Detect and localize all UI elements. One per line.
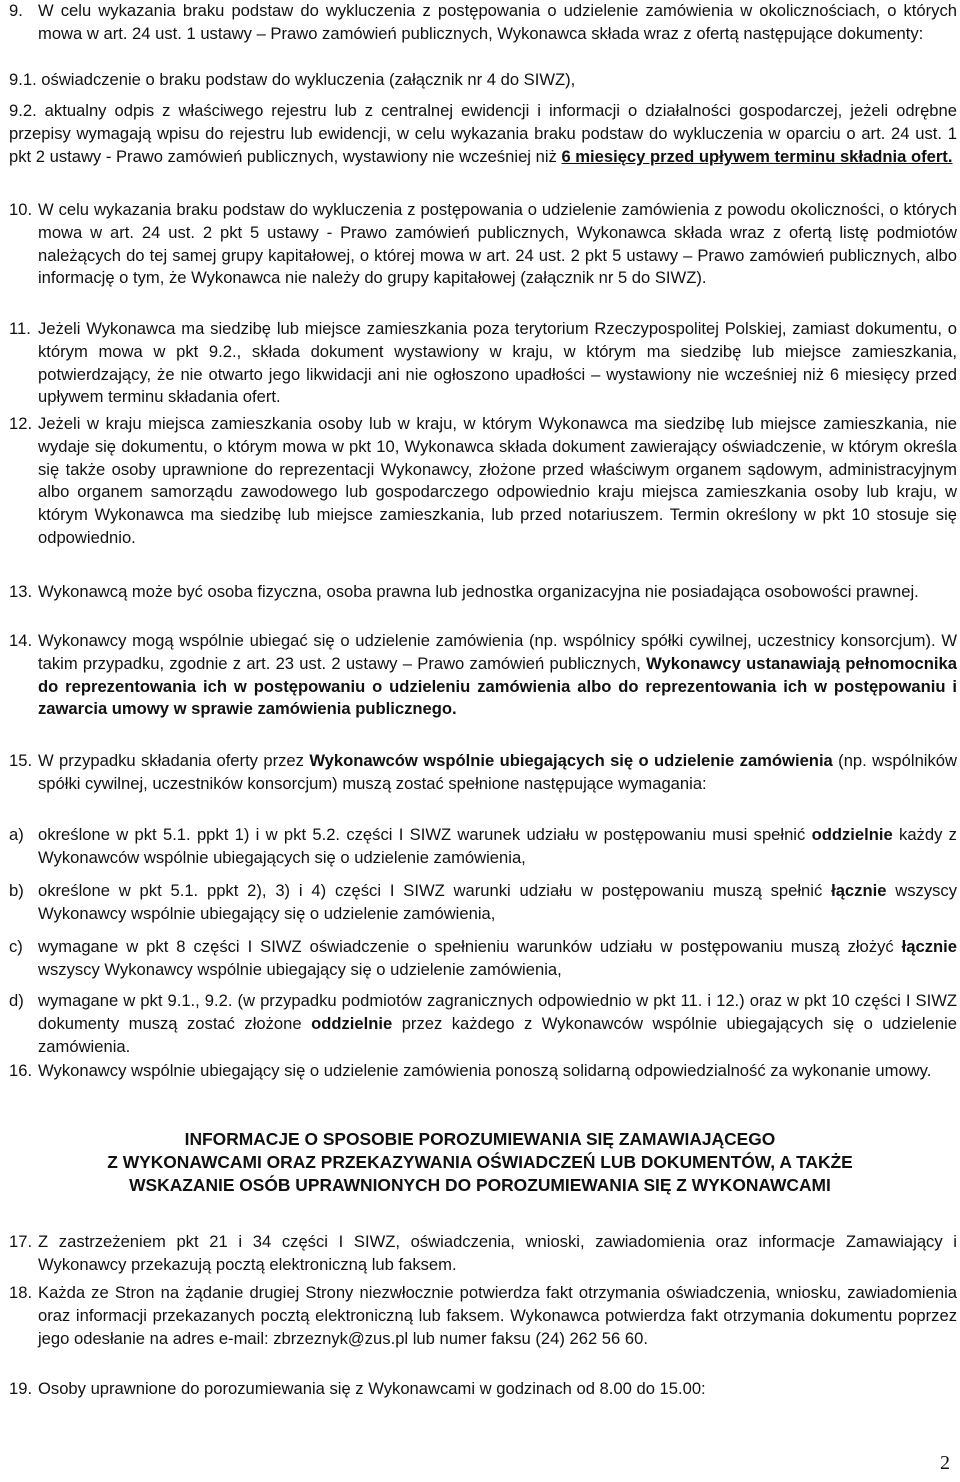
sub-item-text-plain: wymagane w pkt 8 części I SIWZ oświadczenie o spełnieniu warunków udziału w postępowaniu muszą złożyć [38,937,902,956]
sub-item-text-plain: wymagane w pkt 9.1., 9.2. (w przypadku podmiotów zagranicznych odpowiednio w pkt 11. i 12.) oraz w pkt 10 części I SIWZ dokumenty muszą zostać złożone [38,991,957,1033]
paragraph-text: Osoby uprawnione do porozumiewania się z Wykonawcami w godzinach od 8.00 do 15.00: [38,1379,706,1398]
sub-item-text-bold: łącznie [901,937,957,956]
section-heading-line: INFORMACJE O SPOSOBIE POROZUMIEWANIA SIĘ ZAMAWIAJĄCEGO [184,1129,776,1149]
sub-item-d [9,990,957,1058]
paragraph-number: 18. [9,1283,33,1302]
paragraph-text: Jeżeli w kraju miejsca zamieszkania osoby lub w kraju, w którym Wykonawca ma siedzibę lub miejsce zamieszkania, nie wydaje się dokumentu, o którym mowa w pkt 10, Wykonawca składa dokument zawierający oświadczenie, w którym określa się także osoby uprawnione do reprezentacji Wykonawcy, złożone przed właściwym organem sądowym, administracyjnym albo organem samorządu zawodowego lub gospodarczego odpowiednio kraju miejsca zamieszkania osoby lub kraju, w którym Wykonawca ma siedzibę lub miejsce zamieszkania, lub przed notariuszem. Termin określony w pkt 10 stosuje się odpowiednio. [38,414,957,547]
paragraph-text: W celu wykazania braku podstaw do wykluczenia z postępowania o udzielenie zamówienia z powodu okoliczności, o których mowa w art. 24 ust. 2 pkt 5 ustawy - Prawo zamówień publicznych, Wykonawca składa wraz z ofertą listę podmiotów należących do tej samej grupy kapitałowej, o której mowa w art. 24 ust. 2 pkt 5 ustawy – Prawo zamówień publicznych, albo informację o tym, że Wykonawca nie należy do grupy kapitałowej (załącznik nr 5 do SIWZ). [38,200,957,288]
paragraph-15 [9,750,957,796]
paragraph-number: 9. [9,1,23,20]
deadline-emphasis: 6 miesięcy przed upływem terminu składnia ofert. [561,146,953,166]
sub-item-text [38,824,957,870]
paragraph-number: 19. [9,1379,33,1398]
sub-item-text-plain: przez każdego z Wykonawców wspólnie ubiegających się o udzielenie zamówienia. [38,1013,957,1056]
paragraph-16 [9,1060,957,1083]
sub-item-text [38,990,957,1058]
paragraph-number: 15. [9,751,33,770]
paragraph-text-bold: Wykonawców wspólnie ubiegających się o udzielenie zamówienia [309,751,833,770]
paragraph-text-plain: W przypadku składania oferty przez [38,751,310,770]
paragraph-9-1 [9,69,957,92]
sub-item-letter: c) [9,937,23,956]
paragraph-10 [9,199,957,290]
sub-item-a [9,824,957,870]
sub-item-b [9,880,957,926]
sub-item-text [38,936,957,982]
paragraph-number: 12. [9,414,33,433]
paragraph-19 [9,1378,957,1401]
paragraph-number: 10. [9,200,33,219]
paragraph-text-plain: 9.2. aktualny odpis z właściwego rejestru lub z centralnej ewidencji i informacji o działalności gospodarczej, jeżeli odrębne przepisy wymagają wpisu do rejestru lub ewidencji, w celu wykazania braku podstaw do wykluczenia w oparciu o art. 24 ust. 1 pkt 2 ustawy - Prawo zamówień publicznych, wystawiony nie wcześniej niż [9,101,957,166]
paragraph-text: Jeżeli Wykonawca ma siedzibę lub miejsce zamieszkania poza terytorium Rzeczypospolitej Polskiej, zamiast dokumentu, o którym mowa w pkt 9.2., składa dokument wystawiony w kraju, w którym ma siedzibę lub miejsce zamieszkania, potwierdzający, że nie otwarto jego likwidacji ani nie ogłoszono upadłości – wystawiony nie wcześniej niż 6 miesięcy przed upływem terminu składania ofert. [38,319,957,407]
paragraph-text: W celu wykazania braku podstaw do wykluczenia z postępowania o udzielenie zamówienia w okolicznościach, o których mowa w art. 24 ust. 1 ustawy – Prawo zamówień publicznych, Wykonawca składa wraz z ofertą następujące dokumenty: [38,1,957,43]
paragraph-number: 17. [9,1232,33,1251]
paragraph-13 [9,581,957,604]
sub-item-text-plain: wszyscy Wykonawcy wspólnie ubiegający się o udzielenie zamówienia, [38,881,958,923]
paragraph-17 [9,1231,957,1277]
paragraph-text [38,630,957,721]
paragraph-text: Każda ze Stron na żądanie drugiej Strony niezwłocznie potwierdza fakt otrzymania oświadczenia, wniosku, zawiadomienia oraz informacji przekazanych pocztą elektroniczną lub faksem. Wykonawca potwierdza fakt otrzymania dokumentu poprzez jego odesłanie na adres e-mail: zbrzeznyk@zus.pl lub numer faksu (24) 262 56 60. [38,1283,957,1348]
sub-item-text-plain: wszyscy Wykonawcy wspólnie ubiegający się o udzielenie zamówienia, [38,959,562,979]
paragraph-14 [9,630,957,721]
sub-item-c [9,936,957,982]
paragraph-number: 11. [9,319,31,338]
sub-item-text-bold: oddzielnie [811,825,893,844]
paragraph-9 [9,0,957,46]
section-heading-line: Z WYKONAWCAMI ORAZ PRZEKAZYWANIA OŚWIADCZEŃ LUB DOKUMENTÓW, A TAKŻE [107,1152,853,1172]
paragraph-text [38,750,957,796]
paragraph-text [9,100,957,168]
sub-item-text-bold: łącznie [831,881,887,900]
sub-item-letter: d) [9,991,24,1010]
sub-item-text-plain: określone w pkt 5.1. ppkt 2), 3) i 4) części I SIWZ warunki udziału w postępowaniu muszą spełnić [38,881,832,900]
page-number: 2 [940,1452,950,1474]
paragraph-text-plain: (np. wspólników spółki cywilnej, uczestników konsorcjum) muszą zostać spełnione następujące wymagania: [38,751,957,793]
sub-item-letter: b) [9,881,24,900]
paragraph-9-2 [9,100,957,168]
paragraph-number: 14. [9,631,33,650]
paragraph-number: 13. [9,582,33,601]
sub-item-letter: a) [9,825,24,844]
paragraph-text-bold: Wykonawcy ustanawiają pełnomocnika do reprezentowania ich w postępowaniu o udzieleniu zamówienia albo do reprezentowania ich w postępowaniu i zawarcia umowy w sprawie zamówienia publicznego. [38,653,957,719]
section-heading [0,1128,960,1197]
sub-item-text-plain: określone w pkt 5.1. ppkt 1) i w pkt 5.2. części I SIWZ warunek udziału w postępowaniu musi spełnić [38,825,812,844]
sub-item-text-bold: oddzielnie [311,1013,393,1033]
section-heading-line: WSKAZANIE OSÓB UPRAWNIONYCH DO POROZUMIEWANIA SIĘ Z WYKONAWCAMI [129,1175,831,1195]
paragraph-18 [9,1282,957,1350]
sub-item-text [38,880,957,926]
sub-item-text-plain: każdy z Wykonawców wspólnie ubiegających się o udzielenie zamówienia, [38,825,957,867]
paragraph-12 [9,413,957,550]
paragraph-number: 16. [9,1061,33,1080]
paragraph-text: Z zastrzeżeniem pkt 21 i 34 części I SIWZ, oświadczenia, wnioski, zawiadomienia oraz informacje Zamawiający i Wykonawcy przekazują pocztą elektroniczną lub faksem. [38,1232,957,1274]
paragraph-text-plain: Wykonawcy mogą wspólnie ubiegać się o udzielenie zamówienia (np. wspólnicy spółki cywilnej, uczestnicy konsorcjum). W takim przypadku, zgodnie z art. 23 ust. 2 ustawy – Prawo zamówień publicznych, [38,631,957,673]
paragraph-text: Wykonawcy wspólnie ubiegający się o udzielenie zamówienia ponoszą solidarną odpowiedzialność za wykonanie umowy. [38,1061,932,1080]
paragraph-text: 9.1. oświadczenie o braku podstaw do wykluczenia (załącznik nr 4 do SIWZ), [9,70,576,89]
paragraph-11 [9,318,957,409]
paragraph-text: Wykonawcą może być osoba fizyczna, osoba prawna lub jednostka organizacyjna nie posiadająca osobowości prawnej. [38,582,919,601]
